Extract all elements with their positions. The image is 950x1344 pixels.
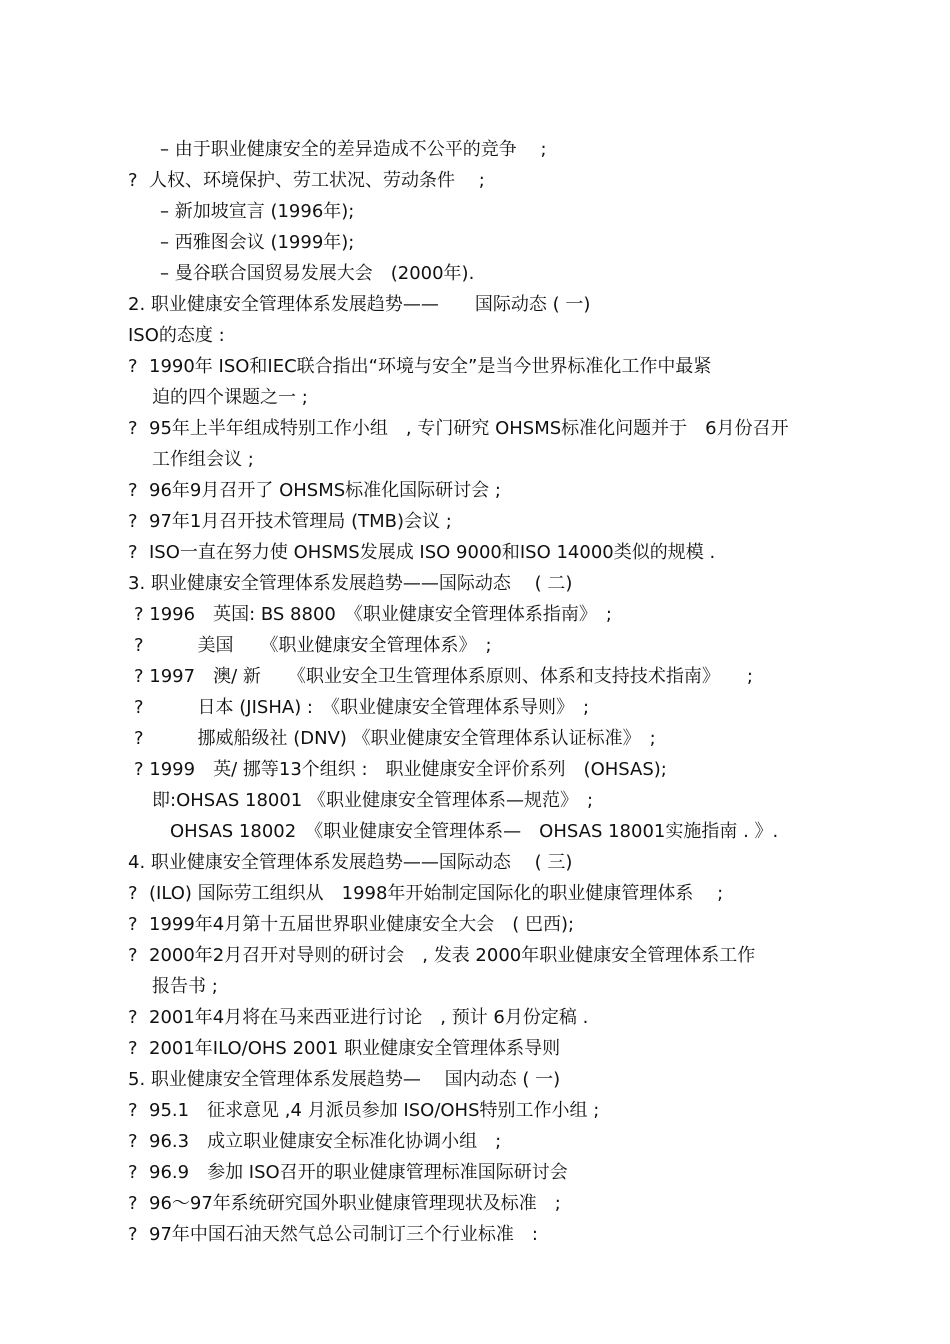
text-line: ? 1990年 ISO和IEC联合指出“环境与安全”是当今世界标准化工作中最紧 <box>128 356 712 377</box>
text-line: ? 96.9 参加 ISO召开的职业健康管理标准国际研讨会 <box>128 1162 568 1183</box>
text-line: ? 日本 (JISHA) : 《职业健康安全管理体系导则》 ; <box>134 697 590 718</box>
text-line: ? 1997 澳/ 新 《职业安全卫生管理体系原则、体系和支持技术指南》 ; <box>134 666 753 687</box>
text-line: ? 2001年ILO/OHS 2001 职业健康安全管理体系导则 <box>128 1038 561 1059</box>
text-line: ? 1996 英国: BS 8800 《职业健康安全管理体系指南》 ; <box>134 604 612 625</box>
text-line: – 曼谷联合国贸易发展大会 (2000年). <box>160 263 475 284</box>
text-line: ? 96年9月召开了 OHSMS标准化国际研讨会 ; <box>128 480 501 501</box>
text-line: ? 2000年2月召开对导则的研讨会 , 发表 2000年职业健康安全管理体系工作 <box>128 945 756 966</box>
text-line: ? 美国 《职业健康安全管理体系》 ; <box>134 635 492 656</box>
text-line: OHSAS 18002 《职业健康安全管理体系— OHSAS 18001实施指南 . 》. <box>170 821 779 842</box>
text-line: ? 97年1月召开技术管理局 (TMB)会议 ; <box>128 511 452 532</box>
text-line: ? 96～97年系统研究国外职业健康管理现状及标准 ; <box>128 1193 561 1214</box>
text-line: ? (ILO) 国际劳工组织从 1998年开始制定国际化的职业健康管理体系 ; <box>128 883 724 904</box>
text-line: ? 人权、环境保护、劳工状况、劳动条件 ; <box>128 170 485 191</box>
text-line: ? 挪威船级社 (DNV) 《职业健康安全管理体系认证标准》 ; <box>134 728 656 749</box>
text-line: ? 1999年4月第十五届世界职业健康安全大会 ( 巴西); <box>128 914 575 935</box>
section-heading: 5. 职业健康安全管理体系发展趋势— 国内动态 ( 一) <box>128 1069 561 1090</box>
text-line: ? 95.1 征求意见 ,4 月派员参加 ISO/OHS特别工作小组 ; <box>128 1100 600 1121</box>
text-line: 报告书 ; <box>152 976 218 997</box>
text-line: ? 96.3 成立职业健康安全标准化协调小组 ; <box>128 1131 502 1152</box>
text-line: ? 97年中国石油天然气总公司制订三个行业标准 : <box>128 1224 538 1245</box>
text-line: – 新加坡宣言 (1996年); <box>160 201 355 222</box>
text-line: 工作组会议 ; <box>152 449 254 470</box>
text-line: ? ISO一直在努力使 OHSMS发展成 ISO 9000和ISO 14000类似的规模 . <box>128 542 716 563</box>
section-heading: 3. 职业健康安全管理体系发展趋势——国际动态 ( 二) <box>128 573 573 594</box>
text-line: ? 1999 英/ 挪等13个组织 : 职业健康安全评价系列 (OHSAS); <box>134 759 667 780</box>
text-line: – 由于职业健康安全的差异造成不公平的竞争 ; <box>160 139 547 160</box>
text-line: 迫的四个课题之一 ; <box>152 387 308 408</box>
text-line: ISO的态度 : <box>128 325 225 346</box>
section-heading: 4. 职业健康安全管理体系发展趋势——国际动态 ( 三) <box>128 852 573 873</box>
text-line: – 西雅图会议 (1999年); <box>160 232 355 253</box>
text-line: 即:OHSAS 18001 《职业健康安全管理体系—规范》 ; <box>152 790 594 811</box>
text-line: ? 95年上半年组成特别工作小组 , 专门研究 OHSMS标准化问题并于 6月份召开 <box>128 418 789 439</box>
text-line: ? 2001年4月将在马来西亚进行讨论 , 预计 6月份定稿 . <box>128 1007 589 1028</box>
section-heading: 2. 职业健康安全管理体系发展趋势—— 国际动态 ( 一) <box>128 294 591 315</box>
